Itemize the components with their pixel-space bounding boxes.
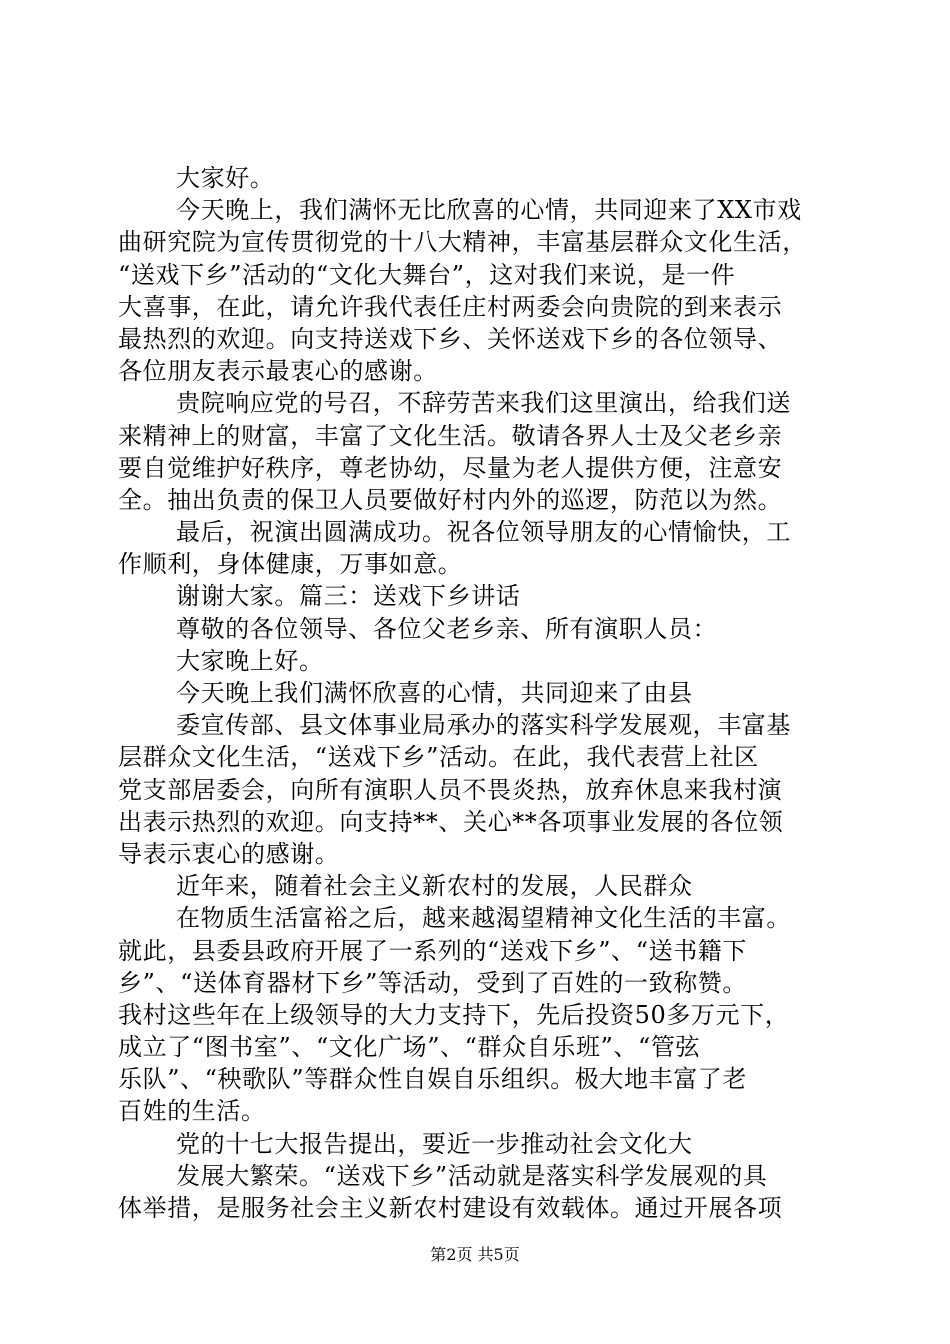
text-line: 党的十七大报告提出，要近一步推动社会文化大 — [176, 1129, 693, 1158]
text-line: 大家好。 — [176, 164, 275, 192]
body-text — [118, 162, 838, 1224]
text-line: 谢谢大家。篇三：送戏下乡讲话 — [176, 582, 521, 611]
text-line: 委宣传部、县文体事业局承办的落实科学发展观，丰富基 — [176, 711, 791, 740]
text-line: 贵院响应党的号召，不辞劳苦来我们这里演出，给我们送 — [176, 389, 791, 418]
text-line: 尊敬的各位领导、各位父老乡亲、所有演职人员： — [176, 614, 718, 643]
text-line: 出表示热烈的欢迎。向支持**、关心**各项事业发展的各位领 — [118, 807, 784, 836]
text-line: 最热烈的欢迎。向支持送戏下乡、关怀送戏下乡的各位领导、 — [118, 324, 783, 353]
text-line: “送戏下乡”活动的“文化大舞台”，这对我们来说，是一件 — [118, 260, 736, 289]
text-line: 各位朋友表示最衷心的感谢。 — [118, 357, 438, 386]
text-line: 发展大繁荣。“送戏下乡”活动就是落实科学发展观的具 — [176, 1161, 768, 1190]
text-line: 层群众文化生活，“送戏下乡”活动。在此，我代表营上社区 — [118, 743, 759, 772]
text-line: 导表示衷心的感谢。 — [118, 839, 340, 868]
text-line: 今天晚上我们满怀欣喜的心情，共同迎来了由县 — [176, 679, 693, 707]
text-line: 党支部居委会，向所有演职人员不畏炎热，放弃休息来我村演 — [118, 775, 783, 804]
text-line: 大家晚上好。 — [176, 646, 324, 675]
text-line: 今天晚上，我们满怀无比欣喜的心情，共同迎来了XX市戏 — [176, 196, 802, 225]
text-line: 成立了“图书室”、“文化广场”、“群众自乐班”、“管弦 — [118, 1033, 701, 1062]
text-line: 全。抽出负责的保卫人员要做好村内外的巡逻，防范以为然。 — [118, 485, 783, 514]
text-line: 就此，县委县政府开展了一系列的“送戏下乡”、“送书籍下 — [118, 936, 748, 965]
text-line: 乐队”、“秧歌队”等群众性自娱自乐组织。极大地丰富了老 — [118, 1065, 748, 1094]
text-line: 作顺利，身体健康，万事如意。 — [118, 550, 463, 579]
text-line: 体举措，是服务社会主义新农村建设有效载体。通过开展各项 — [118, 1194, 783, 1222]
text-line: 近年来，随着社会主义新农村的发展，人民群众 — [176, 872, 693, 901]
text-line: 在物质生活富裕之后，越来越渴望精神文化生活的丰富。 — [176, 904, 791, 933]
text-line: 最后，祝演出圆满成功。祝各位领导朋友的心情愉快，工 — [176, 518, 791, 547]
text-line: 来精神上的财富，丰富了文化生活。敬请各界人士及父老乡亲 — [118, 421, 783, 450]
text-line: 我村这些年在上级领导的大力支持下，先后投资50多万元下， — [118, 1000, 790, 1029]
text-line: 百姓的生活。 — [118, 1097, 266, 1126]
text-line: 大喜事，在此，请允许我代表任庄村两委会向贵院的到来表示 — [118, 292, 783, 321]
text-line: 乡”、“送体育器材下乡”等活动，受到了百姓的一致称赞。 — [118, 968, 748, 997]
page-number-footer: 第2页 共5页 — [430, 1245, 520, 1264]
text-line: 要自觉维护好秩序，尊老协幼，尽量为老人提供方便，注意安 — [118, 453, 783, 482]
text-line: 曲研究院为宣传贯彻党的十八大精神，丰富基层群众文化生活， — [118, 228, 807, 257]
